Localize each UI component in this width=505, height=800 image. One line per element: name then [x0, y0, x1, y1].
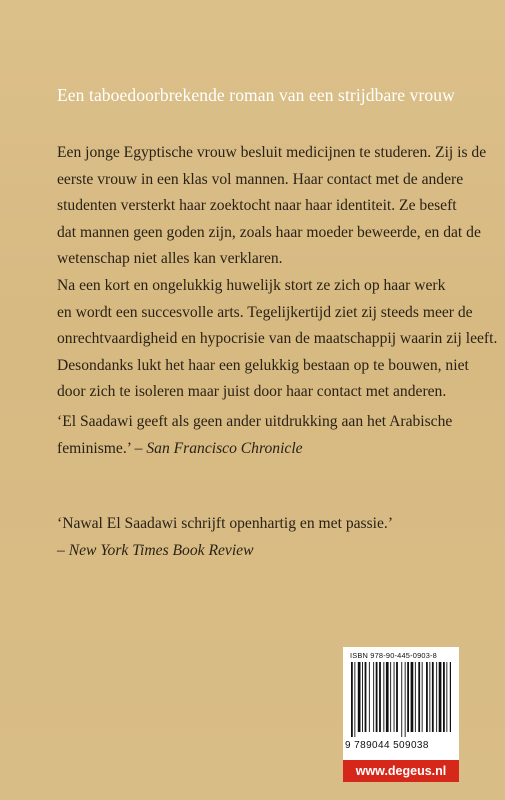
barcode-bar [439, 662, 442, 732]
barcode-bar [446, 662, 447, 732]
isbn-label: ISBN 978-90-445-0903-8 [350, 651, 437, 660]
publisher-website: www.degeus.nl [343, 760, 459, 782]
quote-source: – New York Times Book Review [57, 541, 254, 559]
barcode-bar [394, 662, 395, 732]
barcode-bar [450, 662, 451, 732]
quote-source: – San Francisco Chronicle [134, 439, 303, 457]
barcode-bar [358, 662, 361, 732]
quote-text-end: feminisme.’ [57, 439, 131, 457]
barcode-bar [365, 662, 367, 732]
barcode-bar [443, 662, 445, 732]
blurb-line: onrechtvaardigheid en hypocrisie van de maatschappij waarin zij leeft. [57, 330, 498, 348]
blurb-line: Desondanks lukt het haar een gelukkig bestaan op te bouwen, niet [57, 356, 469, 374]
quote-text-continued [57, 436, 477, 463]
barcode-bar [405, 662, 406, 737]
barcode-bar [436, 662, 437, 732]
barcode-box [343, 647, 459, 762]
barcode-image [351, 662, 451, 737]
blurb-line: door zich te isoleren maar juist door haar contact met anderen. [57, 383, 447, 401]
quote-text: ‘El Saadawi geeft als geen ander uitdrukking aan het Arabische [57, 413, 453, 430]
barcode-bar [411, 662, 414, 732]
blurb-line: studenten versterkt haar zoektocht naar haar identiteit. Ze beseft [57, 197, 457, 215]
barcode-bar [362, 662, 363, 732]
barcode-bar [415, 662, 416, 732]
barcode-bar [401, 662, 402, 737]
barcode-bar [422, 662, 423, 732]
barcode-bars [351, 662, 451, 737]
barcode-bar [373, 662, 374, 732]
barcode-bar [354, 662, 355, 737]
barcode-bar [432, 662, 434, 732]
blurb-line: en wordt een succesvolle arts. Tegelijkertijd ziet zij steeds meer de [57, 303, 473, 321]
barcode-bar [429, 662, 430, 732]
blurb-line: Een jonge Egyptische vrouw besluit medicijnen te studeren. Zij is de [57, 144, 487, 161]
barcode-bar [379, 662, 381, 732]
barcode-bar [407, 662, 409, 732]
quote-text: ‘Nawal El Saadawi schrijft openhartig en met passie.’ [57, 515, 394, 532]
barcode-bar [383, 662, 384, 732]
barcode-bar [418, 662, 420, 732]
review-quote-nyt [57, 511, 477, 564]
barcode-bar [376, 662, 378, 732]
review-quote-sf-chronicle [57, 409, 477, 462]
barcode-bar [396, 662, 398, 732]
blurb-line: wetenschap niet alles kan verklaren. [57, 250, 283, 268]
barcode-digits: 9 789044 509038 [345, 740, 429, 751]
barcode-bar [386, 662, 389, 732]
blurb-line: Na een kort en ongelukkig huwelijk stort ze zich op haar werk [57, 276, 446, 294]
blurb-line: eerste vrouw in een klas vol mannen. Haar contact met de andere [57, 170, 464, 188]
barcode-bar [351, 662, 353, 737]
barcode-bar [390, 662, 391, 732]
barcode-bar [369, 662, 370, 732]
blurb-text [57, 140, 498, 406]
barcode-bar [426, 662, 428, 732]
blurb-line: dat mannen geen goden zijn, zoals haar moeder beweerde, en dat de [57, 223, 481, 241]
cover-headline: Een taboedoorbrekende roman van een strijdbare vrouw [57, 85, 455, 105]
